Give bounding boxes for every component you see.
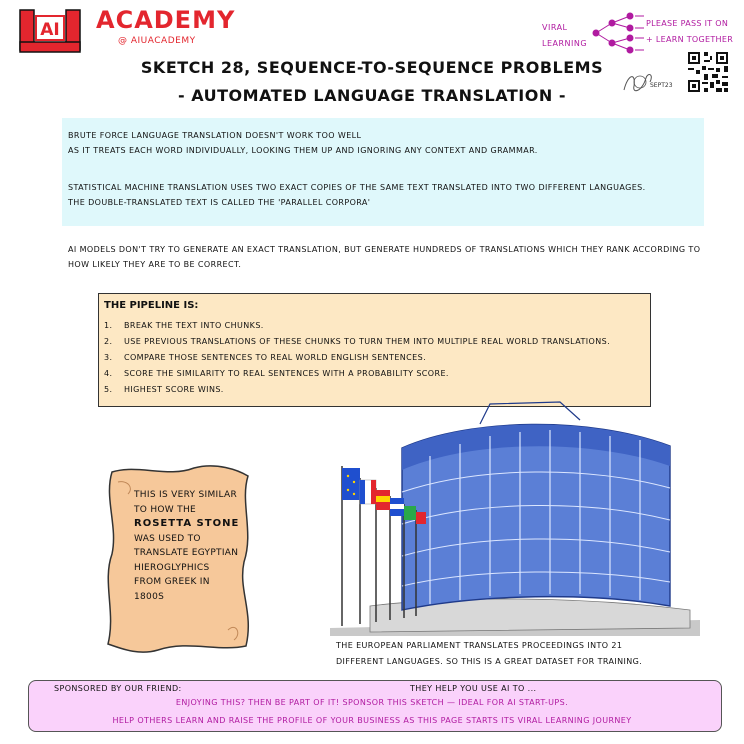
info-paragraph-statistical (68, 180, 646, 210)
parliament-caption (336, 638, 676, 670)
rosetta-stone-label: ROSETTA STONE (134, 518, 240, 529)
step-number: 4. (104, 369, 113, 378)
step-text: SCORE THE SIMILARITY TO REAL SENTENCES WITH A PROBABILITY SCORE. (124, 369, 449, 378)
info-line: STATISTICAL MACHINE TRANSLATION USES TWO EXACT COPIES OF THE SAME TEXT TRANSLATED INTO TWO DIFFERENT LANGUAGES. (68, 183, 646, 192)
parliament-illustration (330, 396, 700, 636)
pipeline-step (104, 334, 610, 350)
rosetta-note (134, 488, 244, 604)
learn-together-line: + LEARN TOGETHER (646, 35, 734, 44)
step-text: BREAK THE TEXT INTO CHUNKS. (124, 321, 264, 330)
caption-line: DIFFERENT LANGUAGES. SO THIS IS A GREAT DATASET FOR TRAINING. (336, 657, 643, 666)
brand-name: ACADEMY (96, 6, 236, 34)
info-line: THE DOUBLE-TRANSLATED TEXT IS CALLED THE 'PARALLEL CORPORA' (68, 198, 371, 207)
sponsor-label: SPONSORED BY OUR FRIEND: (54, 684, 182, 693)
pipeline-step (104, 350, 610, 366)
pass-it-on-label (646, 16, 733, 48)
learning-line: LEARNING (542, 39, 588, 48)
sponsor-call-to-action[interactable]: ENJOYING THIS? THEN BE PART OF IT! SPONSOR THIS SKETCH — IDEAL FOR AI START-UPS. (175, 698, 569, 707)
step-number: 1. (104, 321, 113, 330)
info-line: BRUTE FORCE LANGUAGE TRANSLATION DOESN'T WORK TOO WELL (68, 131, 362, 140)
pipeline-step (104, 366, 610, 382)
info-paragraph-brute-force (68, 128, 538, 158)
pipeline-list (104, 318, 610, 398)
scroll-line: 1800S (134, 591, 165, 602)
scroll-line: FROM GREEK IN (134, 577, 210, 587)
sponsor-description: HELP OTHERS LEARN AND RAISE THE PROFILE OF YOUR BUSINESS AS THIS PAGE STARTS ITS VIRAL LEARNING JOURNEY (112, 716, 632, 725)
step-text: HIGHEST SCORE WINS. (124, 385, 224, 394)
info-paragraph-ai-models: AI MODELS DON'T TRY TO GENERATE AN EXACT TRANSLATION, BUT GENERATE HUNDREDS OF TRANSLATIONS WHICH THEY RANK ACCORDING TO HOW LIKELY THEY ARE TO BE CORRECT. (68, 245, 701, 269)
logo-icon (18, 8, 84, 54)
pipeline-title: THE PIPELINE IS: (104, 300, 199, 311)
scroll-line: WAS USED TO (134, 533, 201, 544)
scroll-line: HIEROGLYPHICS (134, 562, 210, 573)
page-title: SKETCH 28, SEQUENCE-TO-SEQUENCE PROBLEMS (140, 58, 604, 77)
step-text: USE PREVIOUS TRANSLATIONS OF THESE CHUNKS TO TURN THEM INTO MULTIPLE REAL WORLD TRANSLATIONS. (124, 337, 611, 346)
step-number: 3. (104, 353, 113, 362)
logo-text: AI (40, 20, 60, 40)
info-line: AS IT TREATS EACH WORD INDIVIDUALLY, LOOKING THEM UP AND IGNORING ANY CONTEXT AND GRAMMAR. (68, 146, 538, 155)
pass-line: PLEASE PASS IT ON (646, 19, 729, 28)
pipeline-step (104, 318, 610, 334)
step-number: 2. (104, 337, 113, 346)
scroll-line: TO HOW THE (134, 504, 197, 515)
viral-learning-label (542, 20, 587, 52)
signature-date: SEPT23 (650, 82, 673, 89)
step-number: 5. (104, 385, 113, 394)
page-subtitle: - AUTOMATED LANGUAGE TRANSLATION - (178, 86, 566, 105)
viral-line: VIRAL (542, 23, 568, 32)
brand-handle: @ AIUACADEMY (118, 36, 196, 46)
sponsor-help-label: THEY HELP YOU USE AI TO ... (410, 684, 537, 693)
scroll-line: TRANSLATE EGYPTIAN (134, 548, 239, 558)
scroll-line: THIS IS VERY SIMILAR (134, 490, 238, 500)
network-icon (588, 10, 648, 56)
step-text: COMPARE THOSE SENTENCES TO REAL WORLD ENGLISH SENTENCES. (124, 353, 427, 362)
caption-line: THE EUROPEAN PARLIAMENT TRANSLATES PROCEEDINGS INTO 21 (336, 641, 623, 650)
